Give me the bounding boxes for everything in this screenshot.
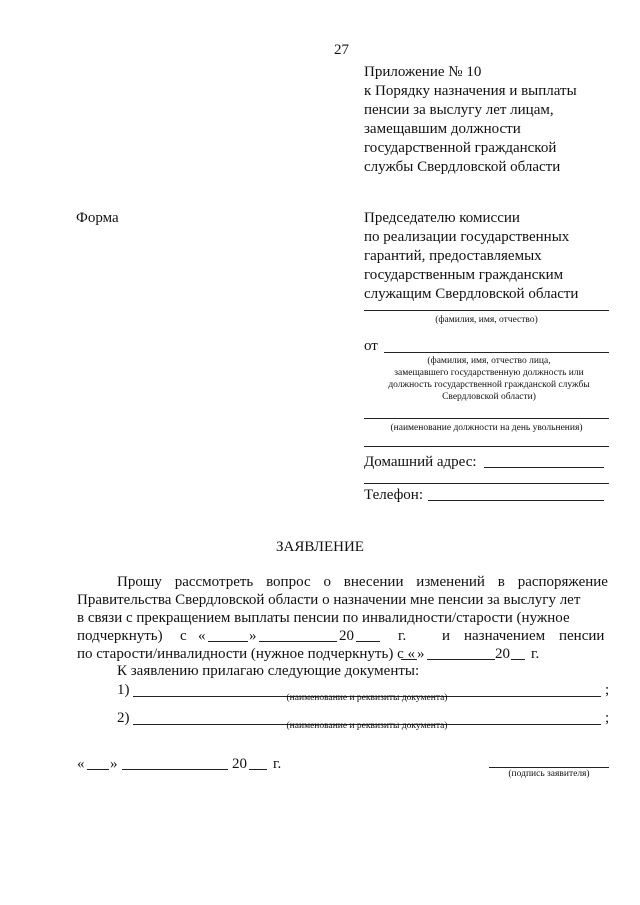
year-suffix: г. <box>398 628 407 644</box>
body-word: рассмотреть <box>174 574 254 590</box>
form-label: Форма <box>76 210 119 226</box>
quote-open: « <box>77 756 85 772</box>
body-line-2: Правительства Свердловской области о назначении мне пенсии за выслугу лет <box>77 592 581 608</box>
body-text: по старости/инвалидности (нужное подчеркнуть) с « <box>77 646 415 662</box>
doc-1-hint: (наименование и реквизиты документа) <box>286 693 448 703</box>
footer-day-field[interactable] <box>87 769 109 770</box>
body-word: пенсии <box>559 628 605 644</box>
fio-line[interactable] <box>364 310 609 311</box>
footer-month-field[interactable] <box>122 769 228 770</box>
body-word: о <box>323 574 331 590</box>
doc-2-number: 2) <box>117 710 130 726</box>
doc-1-number: 1) <box>117 682 130 698</box>
body-word: и <box>442 628 451 644</box>
body-line-4 <box>77 627 608 646</box>
addressee-block <box>364 209 624 304</box>
appendix-line: Приложение № 10 <box>364 64 482 80</box>
quote-close: » <box>249 628 257 644</box>
doc-1-end: ; <box>605 682 610 698</box>
body-word: изменений <box>416 574 485 590</box>
address-line-2[interactable] <box>364 483 609 484</box>
quote-close: » <box>417 646 425 662</box>
addressee-line: служащим Свердловской области <box>364 286 579 302</box>
year-field[interactable] <box>511 659 525 660</box>
from-line[interactable] <box>384 352 609 353</box>
phone-label: Телефон: <box>364 487 423 503</box>
appendix-block <box>364 63 624 177</box>
body-word: внесении <box>343 574 404 590</box>
doc-2-end: ; <box>605 710 610 726</box>
from-hint <box>364 355 614 403</box>
addressee-line: государственным гражданским <box>364 267 564 283</box>
from-label: от <box>364 338 378 354</box>
addressee-line: по реализации государственных <box>364 229 570 245</box>
day-field[interactable] <box>401 659 417 660</box>
appendix-line: к Порядку назначения и выплаты <box>364 83 577 99</box>
appendix-line: пенсии за выслугу лет лицам, <box>364 102 554 118</box>
body-word: в <box>497 574 505 590</box>
address-label: Домашний адрес: <box>364 454 477 470</box>
phone-line[interactable] <box>428 500 604 501</box>
year-prefix: 20 <box>339 628 354 644</box>
month-field[interactable] <box>259 641 337 642</box>
fio-hint: (фамилия, имя, отчество) <box>435 315 538 325</box>
from-hint-line: замещавшего государственную должность или <box>394 368 584 378</box>
body-line-1 <box>117 573 608 592</box>
body-word: подчеркнуть) <box>77 628 163 644</box>
month-field[interactable] <box>427 659 495 660</box>
from-hint-line: (фамилия, имя, отчество лица, <box>427 356 551 366</box>
position-line[interactable] <box>364 418 609 419</box>
position-hint: (наименование должности на день увольнения) <box>390 423 583 433</box>
day-field[interactable] <box>208 641 248 642</box>
body-word: назначением <box>464 628 546 644</box>
footer-date <box>77 755 337 774</box>
body-word: с <box>180 628 187 644</box>
position-line-2[interactable] <box>364 446 609 447</box>
body-line-3: в связи с прекращением выплаты пенсии по инвалидности/старости (нужное <box>77 610 570 626</box>
year-suffix: г. <box>531 646 540 662</box>
from-hint-line: должность государственной гражданской службы <box>388 380 590 390</box>
year-prefix: 20 <box>495 646 510 662</box>
from-hint-line: Свердловской области) <box>442 392 536 402</box>
year-field[interactable] <box>356 641 380 642</box>
appendix-line: государственной гражданской <box>364 140 557 156</box>
addressee-line: гарантий, предоставляемых <box>364 248 542 264</box>
quote-close: » <box>110 756 118 772</box>
doc-2-hint: (наименование и реквизиты документа) <box>286 721 448 731</box>
attachments-intro: К заявлению прилагаю следующие документы: <box>117 663 420 679</box>
appendix-line: службы Свердловской области <box>364 159 561 175</box>
address-line[interactable] <box>484 467 604 468</box>
addressee-line: Председателю комиссии <box>364 210 520 226</box>
year-prefix: 20 <box>232 756 247 772</box>
year-suffix: г. <box>273 756 282 772</box>
quote-open: « <box>198 628 206 644</box>
statement-title: ЗАЯВЛЕНИЕ <box>276 539 364 555</box>
appendix-line: замещавшим должности <box>364 121 521 137</box>
signature-hint: (подпись заявителя) <box>508 769 590 779</box>
body-word: вопрос <box>266 574 311 590</box>
body-word: распоряжение <box>517 574 608 590</box>
body-word: Прошу <box>117 574 162 590</box>
footer-year-field[interactable] <box>249 769 267 770</box>
page-number: 27 <box>334 42 349 58</box>
